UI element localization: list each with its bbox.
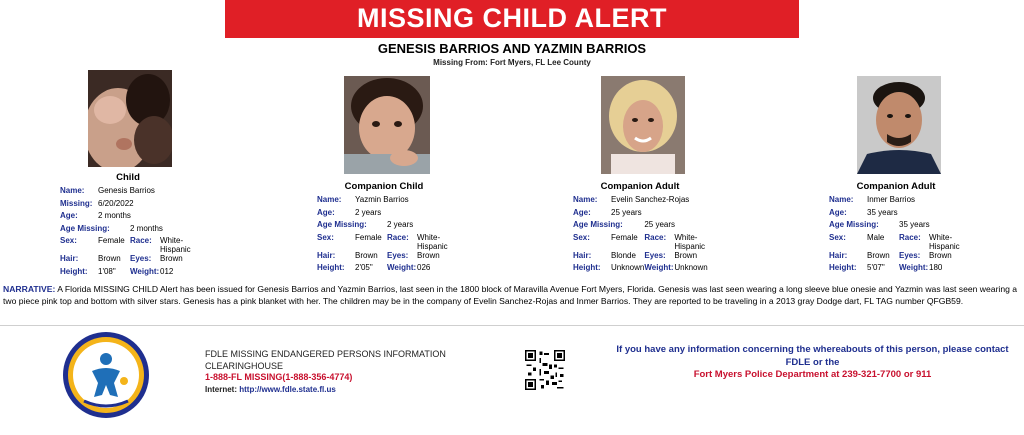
- race-value: White-Hispanic: [929, 232, 960, 251]
- age-missing-row: [317, 220, 451, 233]
- hair-eyes-row: [829, 251, 963, 264]
- age-label: Age:: [573, 207, 591, 217]
- sex-label: Sex:: [317, 232, 334, 242]
- sex-race-row: [829, 233, 963, 251]
- name-row: [317, 195, 451, 208]
- height-value: Unknown: [611, 263, 645, 272]
- hair-value: Brown: [355, 250, 378, 260]
- height-label: Height:: [317, 263, 345, 272]
- person-name: Genesis Barrios: [98, 186, 155, 195]
- narrative-label: NARRATIVE:: [3, 284, 56, 294]
- contact-agency: FDLE or the: [785, 356, 840, 368]
- eyes-label: Eyes:: [899, 250, 921, 260]
- fdle-org-line1: FDLE MISSING ENDANGERED PERSONS INFORMATION: [205, 349, 446, 359]
- person-details-table: [573, 195, 708, 276]
- height-weight-row: [317, 263, 451, 276]
- weight-value: 026: [417, 263, 431, 272]
- sex-race-row: [60, 236, 194, 254]
- sex-label: Sex:: [829, 232, 846, 242]
- sex-value: Male: [867, 232, 885, 242]
- hair-eyes-row: [317, 251, 451, 264]
- person-details-table: [60, 186, 194, 279]
- person-name: Inmer Barrios: [867, 195, 916, 204]
- page-title: GENESIS BARRIOS AND YAZMIN BARRIOS: [377, 41, 647, 56]
- eyes-label: Eyes:: [644, 250, 666, 260]
- sex-value: Female: [98, 236, 125, 245]
- person-name: Yazmin Barrios: [355, 195, 409, 204]
- weight-label: Weight:: [644, 263, 674, 272]
- eyes-value: Brown: [417, 250, 440, 260]
- fdle-contact-block: [205, 349, 446, 395]
- sex-value: Female: [355, 232, 382, 242]
- hair-label: Hair:: [60, 254, 79, 263]
- name-label: Name:: [829, 195, 854, 204]
- name-label: Name:: [60, 186, 85, 195]
- internet-label: Internet:: [205, 384, 240, 394]
- internet-line: [205, 384, 446, 396]
- weight-value: 012: [160, 266, 174, 276]
- hair-label: Hair:: [829, 250, 848, 260]
- age-label: Age:: [60, 211, 78, 220]
- sex-value: Female: [611, 232, 638, 242]
- missing-label: Missing:: [60, 198, 93, 208]
- race-label: Race:: [899, 232, 921, 242]
- age-missing-row: [829, 220, 963, 233]
- age-missing-value: 25 years: [644, 220, 676, 229]
- hair-value: Blonde: [611, 250, 636, 260]
- height-value: 5'07": [867, 263, 885, 272]
- person-details-table: [829, 195, 963, 276]
- person-role: Companion Adult: [600, 181, 680, 192]
- race-value: White-Hispanic: [674, 232, 706, 251]
- weight-label: Weight:: [387, 263, 417, 272]
- height-label: Height:: [60, 266, 88, 276]
- person-details-table: [317, 195, 451, 276]
- eyes-value: Brown: [674, 250, 698, 260]
- weight-value: 180: [929, 263, 943, 272]
- companion-child-photo: [344, 76, 430, 174]
- person-role: Companion Adult: [856, 181, 936, 192]
- weight-label: Weight:: [130, 266, 160, 276]
- age-missing-row: [60, 224, 194, 237]
- age-value: 2 years: [355, 207, 382, 217]
- age-missing-value: 35 years: [899, 220, 930, 229]
- eyes-label: Eyes:: [130, 254, 152, 263]
- person-role: Child: [116, 172, 140, 183]
- age-missing-label: Age Missing:: [317, 220, 367, 229]
- height-weight-row: [829, 263, 963, 276]
- eyes-label: Eyes:: [387, 250, 409, 260]
- missing-row: [60, 199, 194, 212]
- height-label: Height:: [829, 263, 857, 272]
- height-label: Height:: [573, 263, 601, 272]
- age-value: 35 years: [867, 207, 898, 217]
- weight-label: Weight:: [899, 263, 929, 272]
- name-row: [829, 195, 963, 208]
- age-missing-label: Age Missing:: [60, 223, 110, 233]
- race-value: White-Hispanic: [417, 232, 448, 251]
- age-row: [829, 208, 963, 221]
- hair-value: Brown: [867, 250, 890, 260]
- narrative-paragraph: [3, 283, 1021, 308]
- hair-value: Brown: [98, 254, 121, 263]
- qr-code-icon: [525, 350, 565, 390]
- age-row: [573, 208, 708, 221]
- age-row: [317, 208, 451, 221]
- weight-value: Unknown: [674, 263, 708, 272]
- sex-race-row: [573, 233, 708, 251]
- contact-instructions: If you have any information concerning the whereabouts of this person, please contact: [616, 344, 1009, 355]
- missing-from-location: Missing From: Fort Myers, FL Lee County: [433, 58, 591, 67]
- eyes-value: Brown: [929, 250, 952, 260]
- person-name: Evelin Sanchez-Rojas: [611, 195, 690, 204]
- hotline-phone[interactable]: 1-888-FL MISSING(1-888-356-4774): [205, 372, 353, 382]
- age-value: 2 months: [98, 211, 131, 220]
- person-role: Companion Child: [344, 181, 424, 192]
- race-value: White-Hispanic: [160, 236, 191, 254]
- hair-eyes-row: [573, 251, 708, 264]
- age-row: [60, 211, 194, 224]
- name-label: Name:: [317, 195, 342, 204]
- age-value: 25 years: [611, 207, 642, 217]
- alert-banner: MISSING CHILD ALERT: [225, 0, 799, 38]
- height-weight-row: [60, 267, 194, 280]
- sex-label: Sex:: [573, 232, 590, 242]
- age-missing-value: 2 years: [387, 220, 414, 229]
- sex-label: Sex:: [60, 236, 77, 245]
- name-row: [60, 186, 194, 199]
- missing-date: 6/20/2022: [98, 198, 134, 208]
- fdle-org-line2: CLEARINGHOUSE: [205, 360, 284, 371]
- race-label: Race:: [130, 236, 152, 245]
- website-link[interactable]: http://www.fdle.state.fl.us: [239, 384, 336, 394]
- child-photo: [88, 70, 172, 167]
- name-row: [573, 195, 708, 208]
- police-department-phone[interactable]: Fort Myers Police Department at 239-321-7700 or 911: [693, 369, 932, 380]
- clearinghouse-logo: [62, 331, 150, 419]
- name-label: Name:: [573, 195, 598, 204]
- age-missing-label: Age Missing:: [573, 220, 623, 229]
- height-value: 1'08": [98, 266, 116, 276]
- age-label: Age:: [317, 207, 335, 217]
- contact-information: [600, 344, 1024, 382]
- race-label: Race:: [387, 232, 409, 242]
- hair-label: Hair:: [573, 250, 592, 260]
- height-weight-row: [573, 263, 708, 276]
- sex-race-row: [317, 233, 451, 251]
- narrative-text: A Florida MISSING CHILD Alert has been issued for Genesis Barrios and Yazmin Barrios, last seen in the 1800 block of Maravilla Avenue Fort Myers, Florida. Genesis was last seen wearing a long sleeve blue onesie and Yazmin was last seen wearing a two piece pink top and bottom with silver stars. Genesis has a pink blanket with her. The children may be in the company of Evelin Sanchez-Rojas and Inmer Barrios. They are reported to be traveling in a 2013 gray Dodge dart, FL TAG number QFGB59.: [3, 284, 1018, 307]
- hair-eyes-row: [60, 254, 194, 267]
- race-label: Race:: [644, 232, 667, 242]
- height-value: 2'05": [355, 263, 373, 272]
- age-missing-row: [573, 220, 708, 233]
- age-label: Age:: [829, 207, 847, 217]
- companion-adult-photo: [601, 76, 685, 174]
- hair-label: Hair:: [317, 250, 336, 260]
- companion-adult-photo: [857, 76, 941, 174]
- age-missing-value: 2 months: [130, 223, 163, 233]
- footer-divider: [0, 325, 1024, 326]
- eyes-value: Brown: [160, 254, 183, 263]
- age-missing-label: Age Missing:: [829, 220, 879, 229]
